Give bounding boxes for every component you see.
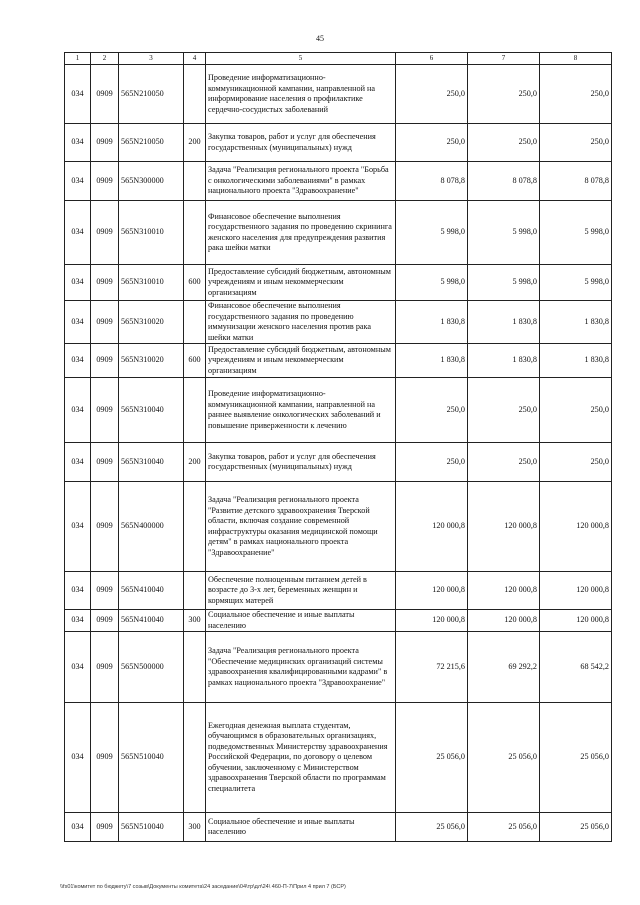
value-2020-cell: 250,0 bbox=[396, 124, 468, 162]
header-cell: 7 bbox=[468, 53, 540, 65]
description-cell: Обеспечение полноценным питанием детей в возрасте до 3-х лет, беременных женщин и кормящих матерей bbox=[206, 572, 396, 610]
section-code-cell: 0909 bbox=[91, 124, 119, 162]
section-code-cell: 0909 bbox=[91, 265, 119, 301]
table-row bbox=[65, 443, 612, 482]
expense-type-cell: 600 bbox=[184, 265, 206, 301]
value-2021-cell: 69 292,2 bbox=[468, 632, 540, 703]
value-2020-cell: 8 078,8 bbox=[396, 162, 468, 201]
value-2020-cell: 120 000,8 bbox=[396, 482, 468, 572]
header-cell: 1 bbox=[65, 53, 91, 65]
header-cell: 3 bbox=[119, 53, 184, 65]
value-2020-cell: 120 000,8 bbox=[396, 572, 468, 610]
description-cell: Социальное обеспечение и иные выплаты населению bbox=[206, 813, 396, 842]
value-2021-cell: 120 000,8 bbox=[468, 572, 540, 610]
table-row bbox=[65, 344, 612, 378]
description-cell: Предоставление субсидий бюджетным, автономным учреждениям и иным некоммерческим организациям bbox=[206, 344, 396, 378]
value-2020-cell: 1 830,8 bbox=[396, 344, 468, 378]
target-article-cell: 565N400000 bbox=[119, 482, 184, 572]
expense-type-cell: 300 bbox=[184, 813, 206, 842]
value-2022-cell: 1 830,8 bbox=[540, 301, 612, 344]
value-2022-cell: 25 056,0 bbox=[540, 813, 612, 842]
value-2022-cell: 5 998,0 bbox=[540, 201, 612, 265]
table-row bbox=[65, 201, 612, 265]
value-2022-cell: 8 078,8 bbox=[540, 162, 612, 201]
target-article-cell: 565N310040 bbox=[119, 378, 184, 443]
description-cell: Задача "Реализация регионального проекта "Обеспечение медицинских организаций системы здравоохранения квалифицированными кадрами" в рамках национального проекта "Здравоохранение" bbox=[206, 632, 396, 703]
section-code-cell: 0909 bbox=[91, 482, 119, 572]
section-code-cell: 0909 bbox=[91, 632, 119, 703]
target-article-cell: 565N500000 bbox=[119, 632, 184, 703]
header-cell: 2 bbox=[91, 53, 119, 65]
description-cell: Финансовое обеспечение выполнения государственного задания по проведению скрининга женского населения для предупреждения развития рака шейки матки bbox=[206, 201, 396, 265]
ministry-code-cell: 034 bbox=[65, 378, 91, 443]
table-row bbox=[65, 703, 612, 813]
target-article-cell: 565N310040 bbox=[119, 443, 184, 482]
value-2022-cell: 120 000,8 bbox=[540, 610, 612, 632]
ministry-code-cell: 034 bbox=[65, 443, 91, 482]
value-2021-cell: 5 998,0 bbox=[468, 201, 540, 265]
table-row bbox=[65, 610, 612, 632]
description-cell: Закупка товаров, работ и услуг для обеспечения государственных (муниципальных) нужд bbox=[206, 124, 396, 162]
value-2020-cell: 25 056,0 bbox=[396, 703, 468, 813]
budget-table bbox=[64, 52, 612, 842]
header-cell: 8 bbox=[540, 53, 612, 65]
table-row bbox=[65, 632, 612, 703]
expense-type-cell: 200 bbox=[184, 124, 206, 162]
target-article-cell: 565N310010 bbox=[119, 201, 184, 265]
ministry-code-cell: 034 bbox=[65, 610, 91, 632]
value-2021-cell: 120 000,8 bbox=[468, 610, 540, 632]
value-2020-cell: 120 000,8 bbox=[396, 610, 468, 632]
description-cell: Задача "Реализация регионального проекта "Развитие детского здравоохранения Тверской области, включая создание современной инфраструктуры оказания медицинской помощи детям" в рамках национального проекта "Здравоохранение" bbox=[206, 482, 396, 572]
target-article-cell: 565N510040 bbox=[119, 703, 184, 813]
description-cell: Предоставление субсидий бюджетным, автономным учреждениям и иным некоммерческим организациям bbox=[206, 265, 396, 301]
table-row bbox=[65, 482, 612, 572]
table-row bbox=[65, 301, 612, 344]
ministry-code-cell: 034 bbox=[65, 632, 91, 703]
ministry-code-cell: 034 bbox=[65, 124, 91, 162]
table-row bbox=[65, 378, 612, 443]
section-code-cell: 0909 bbox=[91, 162, 119, 201]
expense-type-cell bbox=[184, 301, 206, 344]
section-code-cell: 0909 bbox=[91, 344, 119, 378]
value-2022-cell: 120 000,8 bbox=[540, 482, 612, 572]
expense-type-cell bbox=[184, 378, 206, 443]
section-code-cell: 0909 bbox=[91, 301, 119, 344]
value-2021-cell: 250,0 bbox=[468, 65, 540, 124]
value-2020-cell: 250,0 bbox=[396, 65, 468, 124]
value-2020-cell: 25 056,0 bbox=[396, 813, 468, 842]
table-row bbox=[65, 124, 612, 162]
description-cell: Социальное обеспечение и иные выплаты населению bbox=[206, 610, 396, 632]
description-cell: Ежегодная денежная выплата студентам, обучающимся в образовательных организациях, подведомственных Министерству здравоохранения Российской Федерации, по договору о целевом обучении, заключенному с Министерством здравоохранения Тверской области по программам специалитета bbox=[206, 703, 396, 813]
section-code-cell: 0909 bbox=[91, 572, 119, 610]
table-header-row bbox=[65, 53, 612, 65]
value-2020-cell: 5 998,0 bbox=[396, 265, 468, 301]
target-article-cell: 565N410040 bbox=[119, 572, 184, 610]
section-code-cell: 0909 bbox=[91, 703, 119, 813]
header-cell: 6 bbox=[396, 53, 468, 65]
ministry-code-cell: 034 bbox=[65, 344, 91, 378]
value-2020-cell: 250,0 bbox=[396, 443, 468, 482]
description-cell: Задача "Реализация регионального проекта "Борьба с онкологическими заболеваниями" в рамках национального проекта "Здравоохранение" bbox=[206, 162, 396, 201]
table-row bbox=[65, 162, 612, 201]
value-2021-cell: 250,0 bbox=[468, 378, 540, 443]
expense-type-cell bbox=[184, 201, 206, 265]
value-2020-cell: 72 215,6 bbox=[396, 632, 468, 703]
target-article-cell: 565N510040 bbox=[119, 813, 184, 842]
section-code-cell: 0909 bbox=[91, 813, 119, 842]
ministry-code-cell: 034 bbox=[65, 572, 91, 610]
value-2022-cell: 250,0 bbox=[540, 443, 612, 482]
value-2021-cell: 120 000,8 bbox=[468, 482, 540, 572]
value-2020-cell: 1 830,8 bbox=[396, 301, 468, 344]
target-article-cell: 565N210050 bbox=[119, 124, 184, 162]
value-2021-cell: 250,0 bbox=[468, 124, 540, 162]
value-2022-cell: 250,0 bbox=[540, 65, 612, 124]
target-article-cell: 565N300000 bbox=[119, 162, 184, 201]
section-code-cell: 0909 bbox=[91, 65, 119, 124]
expense-type-cell: 300 bbox=[184, 610, 206, 632]
target-article-cell: 565N310020 bbox=[119, 301, 184, 344]
target-article-cell: 565N410040 bbox=[119, 610, 184, 632]
value-2021-cell: 1 830,8 bbox=[468, 344, 540, 378]
section-code-cell: 0909 bbox=[91, 378, 119, 443]
description-cell: Финансовое обеспечение выполнения государственного задания по проведению иммунизации женского населения против рака шейки матки bbox=[206, 301, 396, 344]
table-row bbox=[65, 813, 612, 842]
expense-type-cell: 200 bbox=[184, 443, 206, 482]
target-article-cell: 565N310010 bbox=[119, 265, 184, 301]
expense-type-cell bbox=[184, 572, 206, 610]
ministry-code-cell: 034 bbox=[65, 813, 91, 842]
value-2021-cell: 25 056,0 bbox=[468, 703, 540, 813]
value-2022-cell: 25 056,0 bbox=[540, 703, 612, 813]
value-2020-cell: 5 998,0 bbox=[396, 201, 468, 265]
description-cell: Проведение информатизационно-коммуникационной кампании, направленной на информирование населения о профилактике сердечно-сосудистых заболеваний bbox=[206, 65, 396, 124]
section-code-cell: 0909 bbox=[91, 443, 119, 482]
value-2021-cell: 5 998,0 bbox=[468, 265, 540, 301]
ministry-code-cell: 034 bbox=[65, 162, 91, 201]
ministry-code-cell: 034 bbox=[65, 265, 91, 301]
value-2020-cell: 250,0 bbox=[396, 378, 468, 443]
ministry-code-cell: 034 bbox=[65, 65, 91, 124]
ministry-code-cell: 034 bbox=[65, 201, 91, 265]
expense-type-cell bbox=[184, 482, 206, 572]
value-2022-cell: 250,0 bbox=[540, 124, 612, 162]
value-2021-cell: 8 078,8 bbox=[468, 162, 540, 201]
table-row bbox=[65, 65, 612, 124]
value-2021-cell: 25 056,0 bbox=[468, 813, 540, 842]
value-2021-cell: 250,0 bbox=[468, 443, 540, 482]
footer-file-path: \\fs01\комитет по бюджету\7 созыв\Документы комитета\24 заседание\04\тр\дл\24\ 460-П-7\Прил 4 прил 7 (БСР) bbox=[60, 884, 346, 890]
description-cell: Закупка товаров, работ и услуг для обеспечения государственных (муниципальных) нужд bbox=[206, 443, 396, 482]
ministry-code-cell: 034 bbox=[65, 301, 91, 344]
table-row bbox=[65, 265, 612, 301]
section-code-cell: 0909 bbox=[91, 201, 119, 265]
expense-type-cell bbox=[184, 632, 206, 703]
expense-type-cell bbox=[184, 703, 206, 813]
value-2022-cell: 1 830,8 bbox=[540, 344, 612, 378]
header-cell: 5 bbox=[206, 53, 396, 65]
ministry-code-cell: 034 bbox=[65, 703, 91, 813]
value-2022-cell: 5 998,0 bbox=[540, 265, 612, 301]
target-article-cell: 565N310020 bbox=[119, 344, 184, 378]
page-number: 45 bbox=[316, 34, 324, 43]
expense-type-cell bbox=[184, 65, 206, 124]
target-article-cell: 565N210050 bbox=[119, 65, 184, 124]
value-2022-cell: 120 000,8 bbox=[540, 572, 612, 610]
section-code-cell: 0909 bbox=[91, 610, 119, 632]
expense-type-cell: 600 bbox=[184, 344, 206, 378]
value-2022-cell: 250,0 bbox=[540, 378, 612, 443]
description-cell: Проведение информатизационно-коммуникационной кампании, направленной на раннее выявление онкологических заболеваний и повышение приверженности к лечению bbox=[206, 378, 396, 443]
expense-type-cell bbox=[184, 162, 206, 201]
value-2022-cell: 68 542,2 bbox=[540, 632, 612, 703]
table-row bbox=[65, 572, 612, 610]
value-2021-cell: 1 830,8 bbox=[468, 301, 540, 344]
header-cell: 4 bbox=[184, 53, 206, 65]
ministry-code-cell: 034 bbox=[65, 482, 91, 572]
